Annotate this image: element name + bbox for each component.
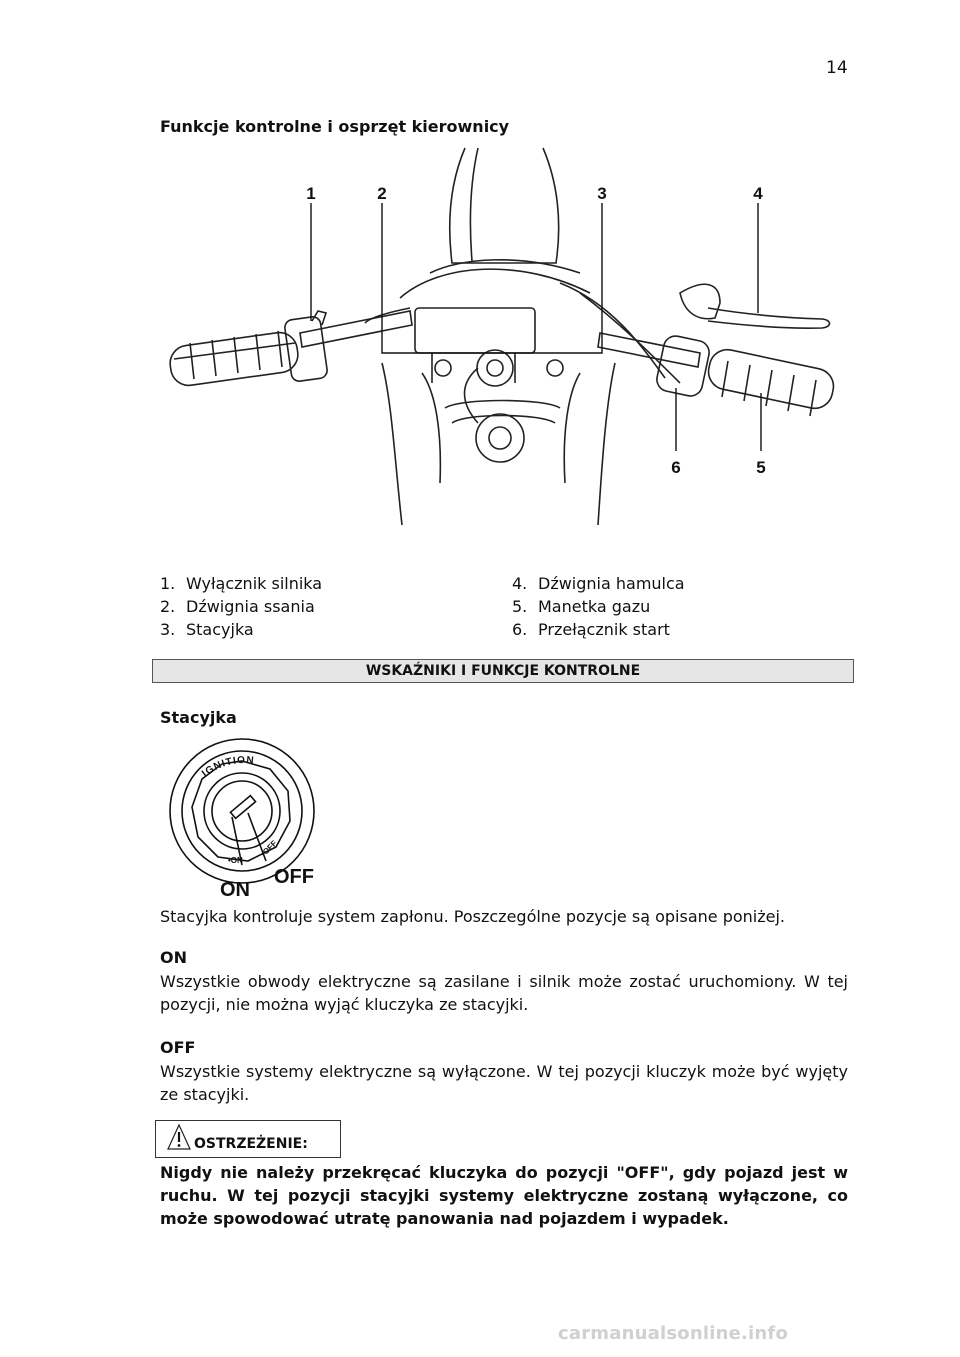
legend-item — [160, 618, 490, 641]
on-description: Wszystkie obwody elektryczne są zasilane i silnik może zostać uruchomiony. W tej pozycji, nie można wyjąć kluczyka ze stacyjki. — [160, 972, 848, 1014]
legend-label: Manetka gazu — [538, 597, 651, 616]
section-banner: WSKAŹNIKI I FUNKCJE KONTROLNE — [152, 659, 854, 683]
ignition-small-on: •ON — [228, 856, 243, 865]
legend-label: Stacyjka — [186, 620, 254, 639]
legend-num: 1. — [160, 574, 176, 593]
warning-box — [155, 1120, 341, 1158]
page-number: 14 — [826, 58, 848, 78]
warning-text: Nigdy nie należy przekręcać kluczyka do pozycji "OFF", gdy pojazd jest w ruchu. W tej pozycji stacyjki systemy elektryczne zostaną wyłączone, co może spowodować utratę panowania nad pojazdem i wypadek. — [160, 1163, 848, 1228]
off-label: OFF — [160, 1038, 196, 1057]
legend-item — [512, 572, 842, 595]
warning-triangle-icon — [166, 1123, 192, 1151]
legend-left — [160, 572, 490, 641]
callout-4: 4 — [753, 184, 763, 203]
callout-1: 1 — [306, 184, 316, 203]
legend-label: Dźwignia ssania — [186, 597, 315, 616]
legend-item — [160, 572, 490, 595]
off-description: Wszystkie systemy elektryczne są wyłączone. W tej pozycji kluczyk może być wyjęty ze stacyjki. — [160, 1062, 848, 1104]
ignition-heading: Stacyjka — [160, 708, 237, 727]
legend-num: 6. — [512, 620, 528, 639]
ignition-big-on: ON — [220, 879, 250, 901]
legend-num: 3. — [160, 620, 176, 639]
ignition-big-off: OFF — [274, 866, 314, 888]
ignition-small-off: •OFF — [259, 838, 279, 859]
callout-2: 2 — [377, 184, 387, 203]
legend-item — [512, 595, 842, 618]
legend-right — [512, 572, 842, 641]
warning-label: OSTRZEŻENIE: — [194, 1136, 308, 1152]
legend-num: 2. — [160, 597, 176, 616]
ignition-switch-figure — [160, 733, 330, 903]
legend-label: Przełącznik start — [538, 620, 670, 639]
callout-3: 3 — [597, 184, 607, 203]
legend-num: 4. — [512, 574, 528, 593]
ignition-ring-label: IGNITION — [200, 754, 256, 780]
handlebar-figure — [160, 143, 850, 528]
legend-label: Dźwignia hamulca — [538, 574, 685, 593]
legend-label: Wyłącznik silnika — [186, 574, 323, 593]
legend-num: 5. — [512, 597, 528, 616]
legend-item — [512, 618, 842, 641]
watermark: carmanualsonline.info — [558, 1323, 789, 1344]
callout-5: 5 — [756, 458, 766, 477]
legend-item — [160, 595, 490, 618]
callout-6: 6 — [671, 458, 681, 477]
on-label: ON — [160, 948, 187, 967]
section-title: Funkcje kontrolne i osprzęt kierownicy — [160, 117, 510, 136]
ignition-intro: Stacyjka kontroluje system zapłonu. Poszczególne pozycje są opisane poniżej. — [160, 907, 785, 926]
